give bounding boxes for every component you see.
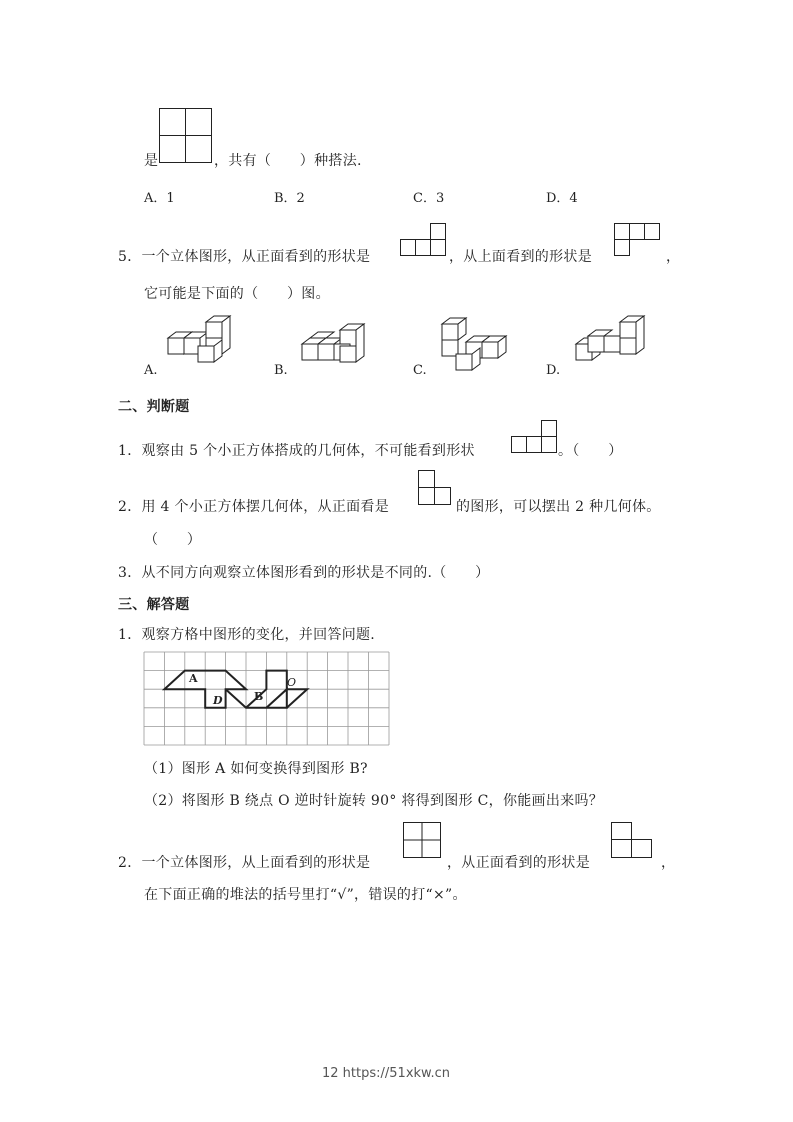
q5-option-a: A.	[144, 363, 158, 378]
cube-option-c	[440, 316, 510, 372]
q4-option-b: B．2	[274, 191, 305, 206]
section3-title: 三、解答题	[118, 597, 190, 613]
s2-q1-text: 1．观察由 5 个小正方体搭成的几何体，不可能看到形状	[118, 443, 475, 459]
q4-option-d: D．4	[546, 191, 578, 206]
grid-label-b: B	[254, 690, 264, 703]
s2-q3-text: 3．从不同方向观察立体图形看到的形状是不同的.（ ）	[118, 565, 490, 581]
s3-q1-text: 1．观察方格中图形的变化，并回答问题.	[118, 627, 376, 643]
s2-q1-tail: 。（ ）	[558, 443, 623, 459]
q4-option-a: A．1	[144, 191, 175, 206]
s2-q2-blank: （ ）	[144, 532, 202, 548]
q4-option-c: C．3	[413, 191, 445, 206]
q5-option-d: D.	[546, 363, 561, 378]
cube-option-a	[166, 314, 238, 366]
q5-option-c: C.	[413, 363, 427, 378]
grid-label-d: D	[213, 694, 223, 707]
front-view-figure	[400, 223, 448, 257]
s2-q2-figure	[418, 470, 454, 506]
s3-q2-top-figure	[403, 822, 443, 860]
s2-q2-tail: 的图形，可以摆出 2 种几何体。	[456, 499, 661, 515]
transform-grid	[143, 651, 391, 747]
s3-q2-text-3: ，	[661, 855, 676, 871]
cube-option-d	[574, 314, 650, 370]
s2-q2-text: 2．用 4 个小正方体摆几何体，从正面看是	[118, 499, 390, 515]
grid-label-o: O	[287, 676, 297, 689]
cube-option-b	[300, 322, 372, 370]
q4-suffix: ，共有（ ）种搭法.	[214, 153, 362, 169]
q5-text-1: 5．一个立体图形，从正面看到的形状是	[118, 249, 371, 265]
q5-option-b: B.	[274, 363, 288, 378]
s3-q2-text-1: 2．一个立体图形，从上面看到的形状是	[118, 855, 371, 871]
section2-title: 二、判断题	[118, 399, 190, 415]
s3-q2-text-2: ，从正面看到的形状是	[447, 855, 590, 871]
grid-label-a: A	[189, 672, 198, 685]
q5-text-4: 它可能是下面的（ ）图。	[144, 286, 330, 302]
s3-q2-front-figure	[611, 822, 655, 860]
q4-prefix: 是	[144, 153, 159, 169]
q5-text-3: ，	[666, 249, 681, 265]
s3-q1-sub1: （1）图形 A 如何变换得到图形 B?	[144, 761, 368, 777]
q5-text-2: ，从上面看到的形状是	[449, 249, 592, 265]
s3-q1-sub2: （2）将图形 B 绕点 O 逆时针旋转 90° 将得到图形 C，你能画出来吗？	[144, 793, 604, 809]
s2-q1-figure	[511, 420, 559, 454]
page-footer: 12 https://51xkw.cn	[322, 1066, 450, 1081]
square-2x2-figure	[159, 108, 213, 164]
s3-q2-text-4: 在下面正确的堆法的括号里打“√”，错误的打“×”。	[144, 887, 467, 903]
top-view-figure	[614, 223, 662, 257]
